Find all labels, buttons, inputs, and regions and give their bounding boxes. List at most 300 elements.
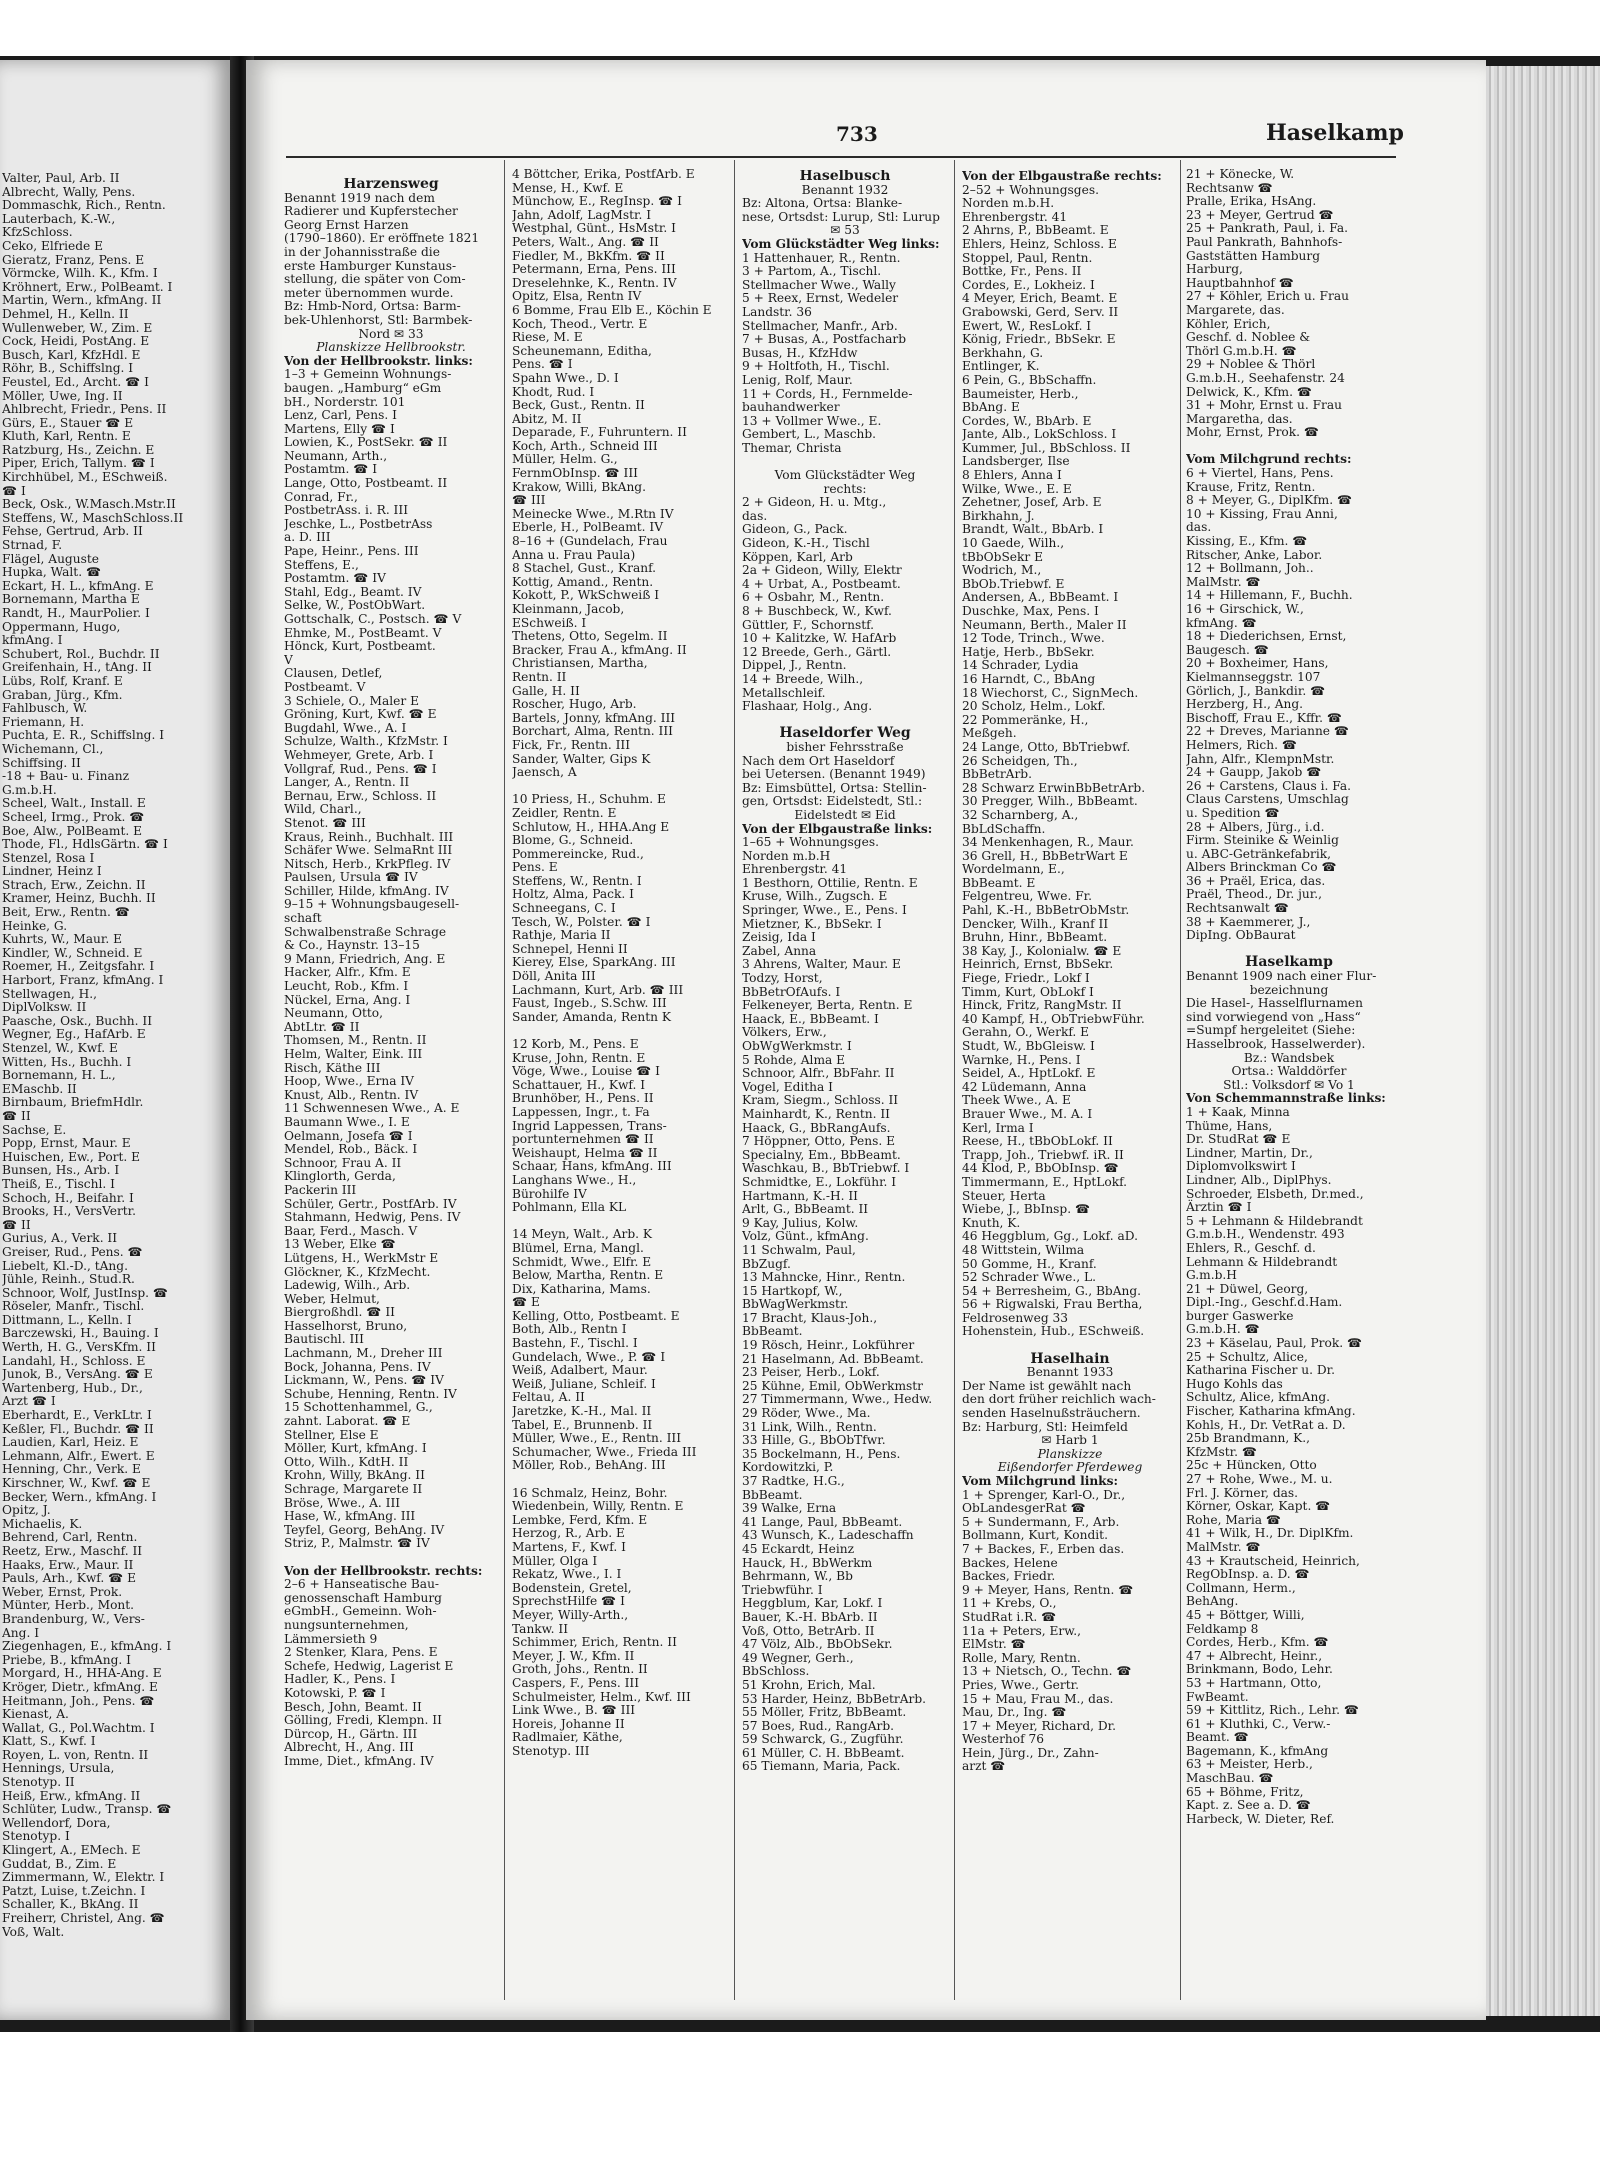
directory-line: Paul Pankrath, Bahnhofs- (1186, 234, 1343, 249)
directory-line: Harbeck, W. Dieter, Ref. (1186, 1811, 1335, 1826)
directory-line: Rathje, Maria II (512, 928, 611, 943)
directory-line: Schattauer, H., Kwf. I (512, 1077, 646, 1092)
directory-line: 53 Harder, Heinz, BbBetrArb. (742, 1691, 927, 1706)
directory-line: Müller, Wwe., E., Rentn. III (512, 1431, 682, 1446)
directory-line: Kröger, Dietr., kfmAng. E (2, 1679, 158, 1694)
directory-line: Dix, Katharina, Mams. (512, 1281, 651, 1296)
directory-line: Albers Brinckman Co ☎ (1186, 860, 1337, 875)
directory-line: bei Uetersen. (Benannt 1949) (742, 767, 926, 782)
directory-line: BbBetrArb. (962, 767, 1032, 782)
directory-line: Die Hasel-, Hasselflurnamen (1186, 996, 1363, 1011)
directory-line: Lehmann & Hildebrandt (1186, 1254, 1338, 1269)
directory-line: Fiedler, M., BkKfm. ☎ II (512, 248, 665, 263)
directory-line: BbBeamt. E (962, 875, 1036, 890)
street-heading: Haselhain (1030, 1350, 1110, 1367)
directory-line: Planskizze (1037, 1446, 1103, 1461)
directory-line: Hadler, K., Pens. I (284, 1672, 396, 1687)
directory-line: Kotowski, P. ☎ I (284, 1685, 386, 1700)
directory-line: Mainhardt, K., Rentn. II (742, 1106, 890, 1121)
directory-line: Margarete, das. (1186, 302, 1285, 317)
directory-line: Selke, W., PostObWart. (284, 598, 426, 613)
directory-line: Lachmann, Kurt, Arb. ☎ III (512, 982, 684, 997)
directory-line: Baumeister, Herb., (962, 386, 1079, 401)
directory-line: Tankw. II (512, 1621, 569, 1636)
directory-line: 2–52 + Wohnungsges. (962, 182, 1099, 197)
directory-line: Pens. E (512, 860, 558, 875)
directory-line: 13 + Vollmer Wwe., E. (742, 413, 882, 428)
directory-line: schaft (284, 911, 322, 926)
directory-line: Schubert, Rol., Buchdr. II (2, 646, 160, 661)
directory-line: 23 Peiser, Herb., Lokf. (742, 1365, 880, 1380)
directory-line: Royen, L. von, Rentn. II (2, 1747, 149, 1762)
directory-line: V (284, 652, 293, 667)
directory-line: Glöckner, K., KfzMecht. (284, 1264, 431, 1279)
directory-line: 11 Schwennesen Wwe., A. E (284, 1101, 460, 1116)
directory-line: Katharina Fischer u. Dr. (1186, 1363, 1336, 1378)
directory-line: Rohe, Maria ☎ (1186, 1512, 1282, 1527)
directory-line: Lindner, Heinz I (2, 864, 102, 879)
directory-line: Stenzel, Rosa I (2, 850, 95, 865)
directory-line: Strnad, F. (2, 538, 63, 553)
directory-line: Duschke, Max, Pens. I (962, 604, 1099, 618)
directory-line: Knuth, K. (962, 1215, 1021, 1230)
directory-line: Mohr, Ernst, Prok. ☎ (1186, 425, 1320, 440)
directory-line: Müller, Helm. G., (512, 452, 618, 467)
directory-line (1186, 440, 1392, 454)
directory-line: bauhandwerker (742, 400, 840, 415)
directory-line: 1–3 + Gemeinn Wohnungs- (284, 367, 452, 382)
directory-line: 1 Hattenhauer, R., Rentn. (742, 250, 901, 265)
directory-line: Albrecht, Wally, Pens. (2, 184, 136, 199)
directory-line: Martens, F., Kwf. I (512, 1539, 626, 1554)
directory-line: Arzt ☎ I (2, 1394, 56, 1409)
directory-line: Völkers, Erw., (742, 1025, 827, 1040)
directory-line: Busas, H., KfzHdw (742, 345, 858, 360)
directory-line: 2a + Gideon, Willy, Elektr (742, 563, 902, 578)
directory-line: 27 + Köhler, Erich u. Frau (1186, 289, 1349, 304)
directory-line: Ziegenhagen, E., kfmAng. I (2, 1639, 172, 1654)
directory-line: Vörmcke, Wilh. K., Kfm. I (2, 266, 158, 281)
directory-line: Hennings, Ursula, (2, 1761, 115, 1776)
directory-line: Wilke, Wwe., E. E (962, 481, 1072, 496)
directory-line: 40 Kampf, H., ObTriebwFühr. (962, 1011, 1145, 1026)
directory-line: 53 + Hartmann, Otto, (1186, 1675, 1322, 1690)
directory-line: Gerahn, O., Werkf. E (962, 1025, 1090, 1040)
directory-line: 1–65 + Wohnungsges. (742, 835, 879, 850)
directory-line: Bagemann, K., kfmAng (1186, 1743, 1329, 1758)
directory-line: Priebe, B., kfmAng. I (2, 1652, 131, 1667)
directory-line: 13 Weber, Elke ☎ (284, 1237, 396, 1252)
directory-line: Westerhof 76 (962, 1732, 1045, 1747)
directory-line: Werth, H. G., VersKfm. II (2, 1340, 156, 1355)
directory-line: Hohenstein, Hub., ESchweiß. (962, 1324, 1145, 1339)
directory-line: Herzog, R., Arb. E (512, 1526, 625, 1541)
directory-line: Below, Martha, Rentn. E (512, 1268, 664, 1283)
directory-line: 4 + Urbat, A., Postbeamt. (742, 576, 901, 591)
directory-line: BbWagWerkmstr. (742, 1297, 849, 1312)
directory-line: 45 Eckardt, Heinz (742, 1541, 855, 1556)
directory-line: Pommereincke, Rud., (512, 846, 644, 861)
directory-line: Lange, Otto, Postbeamt. II (284, 476, 448, 491)
directory-line: Geschf. d. Noblee & (1186, 330, 1311, 345)
directory-line: 51 Krohn, Erich, Mal. (742, 1677, 876, 1692)
directory-line: Arlt, G., BbBeamt. II (742, 1202, 869, 1217)
directory-line: Jeschke, L., PostbetrAss (284, 516, 433, 531)
directory-line: (1790–1860). Er eröffnete 1821 (284, 231, 480, 246)
directory-line: Gideon, G., Pack. (742, 522, 848, 537)
directory-line: SprechstHilfe ☎ I (512, 1594, 625, 1609)
directory-line: Ang. I (2, 1625, 40, 1640)
directory-line: stellung, die später von Com- (284, 272, 466, 287)
directory-line: Deparade, F., Fuhruntern. II (512, 425, 687, 440)
directory-line: Valter, Paul, Arb. II (2, 172, 120, 185)
directory-line: Ahlbrecht, Friedr., Pens. II (2, 402, 167, 417)
directory-line: Laudien, Karl, Heiz. E (2, 1435, 139, 1450)
directory-line: 26 Scheidgen, Th., (962, 753, 1078, 768)
directory-line: Vom Glückstädter Weg links: (742, 236, 940, 251)
directory-line: Neumann, Otto, (284, 1006, 383, 1021)
directory-line: Birkhahn, J. (962, 508, 1035, 523)
directory-line: 3 + Partom, A., Tischl. (742, 264, 882, 279)
directory-line: 4 Meyer, Erich, Beamt. E (962, 291, 1118, 306)
directory-line: Warnke, H., Pens. I (962, 1052, 1081, 1067)
directory-line: Kapt. z. See a. D. ☎ (1186, 1798, 1311, 1813)
directory-line: Georg Ernst Harzen (284, 217, 409, 232)
directory-line: Ladewig, Wilh., Arb. (284, 1278, 411, 1293)
directory-line: Scheel, Walt., Install. E (2, 796, 146, 811)
directory-line: Waschkau, B., BbTriebwf. I (742, 1161, 910, 1176)
column-1 (284, 178, 498, 1768)
directory-line: Abitz, M. II (512, 411, 582, 426)
directory-line: Köhler, Erich, (1186, 316, 1271, 331)
street-heading: Harzensweg (343, 178, 439, 192)
directory-line: 1 + Kaak, Minna (1186, 1104, 1290, 1119)
directory-line: 42 Lüdemann, Anna (962, 1079, 1087, 1094)
directory-line: 17 Bracht, Klaus-Joh., (742, 1310, 878, 1325)
directory-line: Spahn Wwe., D. I (512, 370, 619, 385)
column-3 (742, 170, 948, 1774)
directory-line: Benannt 1919 nach dem (284, 190, 435, 205)
directory-line: Reetz, Erw., Maschf. II (2, 1543, 143, 1558)
directory-line: erste Hamburger Kunstaus- (284, 258, 457, 273)
directory-line: Kindler, W., Schneid. E (2, 945, 143, 960)
directory-line: nungsunternehmen, (284, 1617, 409, 1632)
directory-line: Schüler, Gertr., PostfArb. IV (284, 1196, 457, 1211)
directory-line: 9 Kay, Julius, Kolw. (742, 1215, 859, 1230)
directory-line: 25b Brandmann, K., (1186, 1431, 1311, 1446)
directory-line: Todzy, Horst, (742, 971, 823, 986)
directory-line: Meßgeh. (962, 726, 1017, 741)
directory-line: Feltau, A. II (512, 1390, 585, 1405)
directory-line: Frl. J. Körner, das. (1186, 1485, 1299, 1500)
directory-line: 61 Müller, C. H. BbBeamt. (742, 1745, 905, 1760)
directory-line: BbSchloss. (742, 1664, 810, 1679)
directory-line: Sander, Amanda, Rentn K (512, 1009, 671, 1024)
directory-line: 21 + Düwel, Georg, (1186, 1281, 1309, 1296)
directory-line: Bastehn, F., Tischl. I (512, 1336, 638, 1351)
directory-line: Fick, Fr., Rentn. III (512, 737, 631, 752)
directory-line: Bz: Harburg, Stl: Heimfeld (962, 1419, 1128, 1434)
directory-line: 16 + Girschick, W., (1186, 602, 1304, 616)
directory-line: Kramer, Heinz, Buchh. II (2, 891, 156, 906)
directory-line: 3 Ahrens, Walter, Maur. E (742, 957, 901, 972)
directory-line: Wallat, G., Pol.Wachtm. I (2, 1720, 155, 1735)
directory-line: G.m.b.H., Wendenstr. 493 (1186, 1227, 1345, 1242)
directory-line: Clausen, Detlef, (284, 666, 383, 681)
directory-line: Flägel, Auguste (2, 551, 99, 566)
directory-line: Gieratz, Franz, Pens. E (2, 252, 145, 267)
directory-line: Blome, G., Schneid. (512, 833, 634, 848)
directory-line: Landstr. 36 (742, 304, 812, 319)
directory-line: StudRat i.R. ☎ (962, 1609, 1057, 1624)
directory-line: 10 Gaede, Wilh., (962, 536, 1065, 551)
directory-line: Specialny, Em., BbBeamt. (742, 1147, 901, 1162)
directory-line: Dippel, J., Rentn. (742, 658, 847, 673)
column-divider (504, 160, 505, 2000)
directory-line: ObLandesgerRat ☎ (962, 1501, 1086, 1516)
directory-line: Strach, Erw., Zeichn. II (2, 877, 146, 892)
directory-line: Weber, Ernst, Prok. (2, 1584, 123, 1599)
directory-line: 8–16 + (Gundelach, Frau (512, 534, 668, 549)
directory-line: Mense, H., Kwf. E (512, 180, 624, 195)
directory-line: Randt, H., MaurPolier. I (2, 606, 150, 620)
directory-line: Busch, Karl, KfzHdl. E (2, 347, 141, 362)
column-5 (1186, 168, 1392, 1826)
directory-line: ElMstr. ☎ (962, 1637, 1026, 1652)
directory-line: 43 Wunsch, K., Ladeschaffn (742, 1528, 914, 1543)
directory-line: Brandt, Walt., BbArb. I (962, 522, 1104, 537)
directory-line: Ritscher, Anke, Labor. (1186, 547, 1323, 562)
directory-line: 13 + Nietsch, O., Techn. ☎ (962, 1664, 1132, 1679)
directory-line: Eißendorfer Pferdeweg (997, 1460, 1143, 1475)
directory-line: den dort früher reichlich wach- (962, 1392, 1156, 1407)
directory-line: Puchta, E. R., Schiffslng. I (2, 728, 165, 743)
directory-line: Volz, Günt., kfmAng. (742, 1229, 869, 1244)
directory-line: Stellmacher, Manfr., Arb. (742, 318, 898, 333)
directory-line: Wild, Charl., (284, 802, 362, 817)
directory-line (512, 1024, 726, 1038)
directory-line: Anna u. Frau Paula) (512, 547, 636, 562)
directory-line: Wullenweber, W., Zim. E (2, 320, 153, 335)
directory-line: Schiller, Hilde, kfmAng. IV (284, 883, 449, 898)
directory-line: 46 Heggblum, Gg., Lokf. aD. (962, 1229, 1138, 1244)
directory-line: Von Schemmannstraße links: (1186, 1091, 1386, 1106)
directory-line: Schaar, Hans, kfmAng. III (512, 1159, 672, 1174)
directory-line: 59 Schwarck, G., Zugführ. (742, 1732, 904, 1747)
directory-line: 31 Link, Wilh., Rentn. (742, 1419, 877, 1434)
directory-line: Kissing, E., Kfm. ☎ (1186, 534, 1308, 549)
directory-line: bH., Norderstr. 101 (284, 394, 406, 409)
directory-line: Von der Elbgaustraße links: (742, 821, 933, 836)
directory-line: Langer, A., Rentn. II (284, 775, 410, 790)
directory-line: gen, Ortsdst: Eidelstedt, Stl.: (742, 794, 923, 809)
directory-line: Rechtsanwalt ☎ (1186, 901, 1289, 916)
directory-line: Röhr, B., Schiffslng. I (2, 361, 134, 376)
directory-line: Brauer Wwe., M. A. I (962, 1106, 1093, 1121)
directory-line: Voß, Walt. (2, 1924, 65, 1939)
directory-line: 15 Schottenhammel, G., (284, 1400, 433, 1415)
directory-line: Dipl.-Ing., Geschf.d.Ham. (1186, 1295, 1343, 1310)
directory-line: Khodt, Rud. I (512, 384, 595, 399)
directory-line: Holtz, Alma, Pack. I (512, 887, 634, 902)
directory-line: Ingrid Lappessen, Trans- (512, 1118, 667, 1133)
directory-line: 18 Wiechorst, C., SignMech. (962, 685, 1139, 700)
directory-line: Schnepel, Henni II (512, 941, 628, 956)
directory-line: Greifenhain, H., tAng. II (2, 660, 152, 675)
directory-line: Ehrenbergstr. 41 (962, 209, 1068, 224)
directory-line: Zehetner, Josef, Arb. E (962, 495, 1102, 510)
directory-line: Pauls, Arh., Kwf. ☎ E (2, 1571, 137, 1586)
directory-line: Popp, Ernst, Maur. E (2, 1136, 131, 1151)
directory-line: Steffens, E., (284, 557, 359, 572)
directory-line: Körner, Oskar, Kapt. ☎ (1186, 1499, 1331, 1514)
directory-line: Collmann, Herm., (1186, 1580, 1296, 1595)
directory-line: tBbObSekr E (962, 549, 1043, 564)
directory-line: 55 Möller, Fritz, BbBeamt. (742, 1705, 907, 1720)
directory-line: Caspers, F., Pens. III (512, 1675, 640, 1690)
directory-line: Stellwagen, H., (2, 986, 97, 1001)
directory-line: Theiß, E., Tischl. I (2, 1176, 115, 1191)
directory-line: Seidel, A., HptLokf. E (962, 1066, 1096, 1081)
directory-line: Bracker, Frau A., kfmAng. II (512, 642, 687, 657)
directory-line: Ehlers, R., Geschf. d. (1186, 1240, 1316, 1255)
directory-line: Beck, Gust., Rentn. II (512, 398, 645, 413)
directory-line: Haaks, Erw., Maur. II (2, 1557, 134, 1572)
directory-line: Bock, Johanna, Pens. IV (284, 1359, 431, 1374)
directory-line: Jahn, Adolf, LagMstr. I (512, 207, 652, 222)
directory-line: Schlüter, Ludw., Transp. ☎ (2, 1802, 172, 1817)
directory-line: Schiffsing. II (2, 755, 81, 770)
directory-line: Timmermann, E., HptLokf. (962, 1174, 1128, 1189)
directory-line: Scheel, Irmg., Prok. ☎ (2, 809, 145, 824)
directory-line: 47 Völz, Alb., BbObSekr. (742, 1637, 893, 1652)
directory-line: bek-Uhlenhorst, Stl: Barmbek- (284, 312, 473, 327)
directory-line: Martens, Elly ☎ I (284, 421, 395, 436)
directory-line (284, 1551, 498, 1565)
directory-line: Roscher, Hugo, Arb. (512, 697, 637, 712)
directory-line: BbBetrOfAufs. I (742, 984, 841, 999)
directory-line: 8 Ehlers, Anna I (962, 468, 1062, 483)
directory-line: Delwick, K., Kfm. ☎ (1186, 384, 1312, 399)
column-2 (512, 168, 726, 1758)
directory-line: Weishaupt, Helma ☎ II (512, 1145, 658, 1160)
directory-line: Bauer, K.-H. BbArb. II (742, 1609, 878, 1624)
directory-line: Neumann, Berth., Maler II (962, 617, 1127, 632)
directory-line: Langhans Wwe., H., (512, 1172, 637, 1187)
directory-line: Fahlbusch, W. (2, 701, 88, 716)
directory-line: Lenz, Carl, Pens. I (284, 408, 397, 423)
directory-line: Pape, Heinr., Pens. III (284, 544, 419, 559)
directory-line: Hase, W., kfmAng. III (284, 1509, 416, 1524)
directory-line: Koch, Theod., Vertr. E (512, 316, 648, 331)
directory-line: Steffens, W., Rentn. I (512, 873, 642, 888)
directory-line: BbLdSchaffn. (962, 821, 1046, 836)
directory-line: ☎ III (512, 493, 546, 508)
column-divider (954, 160, 955, 2000)
directory-line: 5 + Lehmann & Hildebrandt (1186, 1213, 1363, 1228)
directory-line: PostbetrAss. i. R. III (284, 503, 409, 518)
directory-line: 50 Gomme, H., Kranf. (962, 1256, 1097, 1271)
directory-line: 49 Wegner, Gerh., (742, 1650, 854, 1665)
directory-line: 4 Böttcher, Erika, PostfArb. E (512, 168, 695, 181)
directory-line: Bollmann, Kurt, Kondit. (962, 1528, 1108, 1543)
directory-line: Heinke, G. (2, 918, 68, 933)
directory-line: Reese, H., tBbObLokf. II (962, 1134, 1113, 1149)
directory-line: baugen. „Hamburg“ eGm (284, 380, 442, 395)
directory-line: Feldkamp 8 (1186, 1621, 1259, 1636)
directory-line: 37 Radtke, H.G., (742, 1474, 845, 1488)
directory-line: Kokott, P., WkSchweiß I (512, 588, 660, 603)
directory-line: Klingert, A., EMech. E (2, 1843, 141, 1858)
book-photo (0, 56, 1600, 2032)
directory-line: Keßler, Fl., Buchdr. ☎ II (2, 1421, 154, 1436)
directory-line: 11 Schwalm, Paul, (742, 1242, 856, 1257)
directory-line: Birnbaum, BriefmHdlr. (2, 1095, 144, 1110)
directory-line: Hauck, H., BbWerkm (742, 1555, 873, 1570)
directory-line: 33 Hille, G., BbObTfwr. (742, 1433, 886, 1448)
directory-line: Risch, Käthe III (284, 1060, 381, 1075)
directory-line: ESchweiß. I (512, 615, 587, 630)
directory-line: Bz: Altona, Ortsa: Blanke- (742, 196, 903, 211)
directory-line: Feldrosenweg 33 (962, 1310, 1069, 1325)
directory-line: Dürcop, H., Gärtn. III (284, 1726, 418, 1741)
directory-line: Dr. StudRat ☎ E (1186, 1132, 1291, 1147)
directory-line: Ewert, W., ResLokf. I (962, 318, 1092, 333)
directory-line: Harburg, (1186, 262, 1243, 277)
directory-line: Henning, Chr., Verk. E (2, 1462, 141, 1477)
directory-line: 12 Tode, Trinch., Wwe. (962, 631, 1105, 646)
running-head: Haselkamp (1266, 120, 1404, 146)
directory-line: 5 + Reex, Ernst, Wedeler (742, 291, 899, 306)
directory-line: Lütgens, H., WerkMstr E (284, 1250, 439, 1265)
directory-line: Döll, Anita III (512, 969, 596, 984)
directory-line: 6 Pein, G., BbSchaffn. (962, 372, 1097, 387)
directory-line: Voß, Otto, BetrArb. II (742, 1623, 875, 1638)
directory-line: 2 Stenker, Klara, Pens. E (284, 1645, 438, 1660)
directory-line: Von der Hellbrookstr. rechts: (284, 1563, 483, 1578)
directory-line: Sachse, E. (2, 1122, 67, 1137)
directory-line: 25 + Pankrath, Paul, i. Fa. (1186, 221, 1349, 236)
directory-line: Wartenberg, Hub., Dr., (2, 1380, 143, 1395)
directory-line: Scheunemann, Editha, (512, 343, 652, 358)
directory-line: Entlinger, K. (962, 359, 1040, 374)
directory-line: Schulmeister, Helm., Kwf. III (512, 1689, 691, 1704)
directory-line: Stenotyp. II (2, 1775, 75, 1790)
directory-line: Hauptbahnhof ☎ (1186, 275, 1294, 290)
directory-line: Wichemann, Cl., (2, 741, 104, 756)
directory-line: Möller, Uwe, Ing. II (2, 388, 123, 403)
directory-line: 27 Timmermann, Wwe., Hedw. (742, 1392, 933, 1407)
directory-line: 17 + Meyer, Richard, Dr. (962, 1718, 1117, 1733)
directory-line: 21 Haselmann, Ad. BbBeamt. (742, 1351, 924, 1366)
directory-line: 63 + Meister, Herb., (1186, 1757, 1313, 1772)
directory-line: Ceko, Elfriede E (2, 238, 104, 253)
directory-line: Nitsch, Herb., KrkPfleg. IV (284, 856, 451, 871)
directory-line: Bernau, Erw., Schloss. II (284, 788, 437, 803)
directory-line: Norden m.b.H. (962, 196, 1055, 211)
directory-line: Gideon, K.-H., Tischl (742, 536, 870, 551)
directory-line: 56 + Rigwalski, Frau Bertha, (962, 1297, 1143, 1312)
directory-line: kfmAng. ☎ (1186, 615, 1257, 630)
directory-line: Albrecht, H., Ang. III (284, 1740, 414, 1755)
directory-line: 6 + Osbahr, M., Rentn. (742, 590, 885, 605)
directory-line: Jühle, Reinh., Stud.R. (2, 1272, 135, 1287)
directory-line: Praël, Theod., Dr. jur., (1186, 887, 1322, 902)
directory-line: Piper, Erich, Tallym. ☎ I (2, 456, 155, 471)
directory-line: MalMstr. ☎ (1186, 1539, 1261, 1554)
directory-line: Ehlers, Heinz, Schloss. E (962, 236, 1117, 251)
directory-line: arzt ☎ (962, 1759, 1006, 1774)
